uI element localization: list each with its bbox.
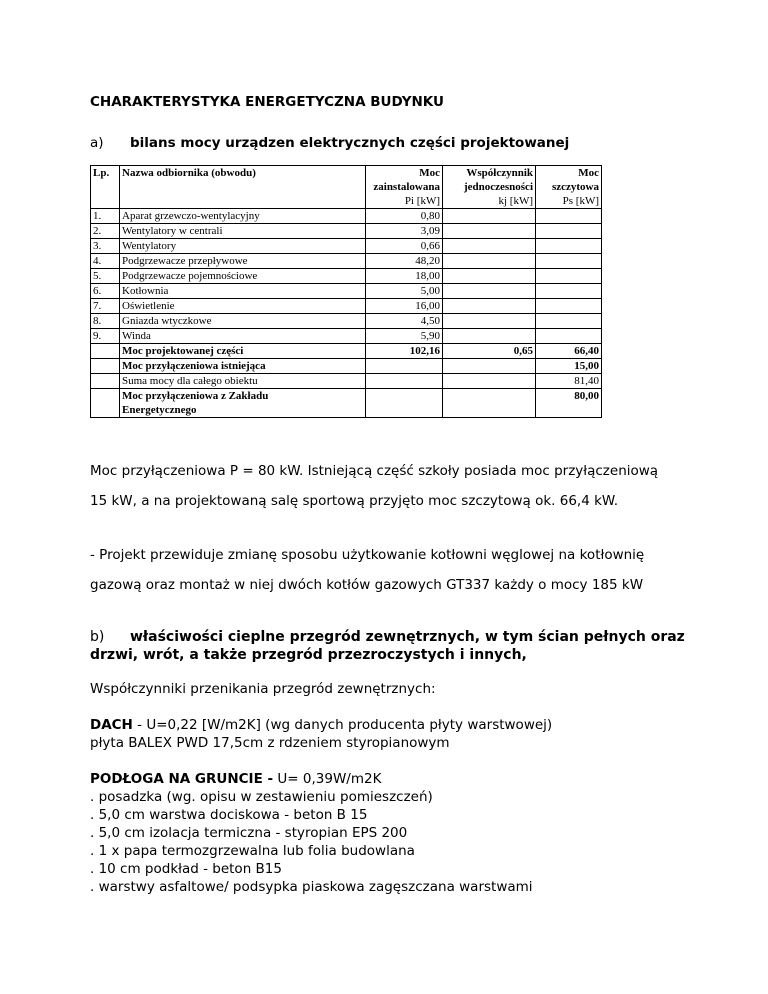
boiler-paragraph bbox=[90, 540, 690, 600]
cell-lp: 9. bbox=[91, 329, 120, 344]
section-b-line2: drzwi, wrót, a także przegród przezroczystych i innych, bbox=[90, 647, 527, 663]
cell-pi: 16,00 bbox=[366, 299, 443, 314]
summary-pi: 102,16 bbox=[366, 344, 443, 359]
floor-layer-item: . warstwy asfaltowe/ podsypka piaskowa zagęszczana warstwami bbox=[90, 879, 533, 895]
section-b-heading: właściwości cieplne przegród zewnętrznych, w tym ścian pełnych oraz bbox=[130, 629, 685, 645]
section-b-letter: b) bbox=[90, 629, 105, 645]
cell-ps bbox=[536, 284, 602, 299]
cell-kj bbox=[443, 224, 536, 239]
header-pi-line3: Pi [kW] bbox=[404, 195, 440, 207]
section-a-letter: a) bbox=[90, 135, 104, 151]
table-header-row bbox=[91, 166, 602, 209]
cell-kj bbox=[443, 314, 536, 329]
header-kj-line1: Współczynnik bbox=[466, 167, 533, 179]
summary-kj: 0,65 bbox=[443, 344, 536, 359]
cell-lp: 8. bbox=[91, 314, 120, 329]
utility-label-line1: Moc przyłączeniowa z Zakładu bbox=[122, 390, 269, 402]
cell-lp: 3. bbox=[91, 239, 120, 254]
cell-pi: 0,66 bbox=[366, 239, 443, 254]
cell-ps bbox=[536, 239, 602, 254]
header-ps-line1: Moc bbox=[578, 167, 599, 179]
paragraph-line: 15 kW, a na projektowaną salę sportową przyjęto moc szczytową ok. 66,4 kW. bbox=[90, 493, 618, 509]
cell-lp: 2. bbox=[91, 224, 120, 239]
summary-row-projected bbox=[91, 344, 602, 359]
summary-ps: 66,40 bbox=[536, 344, 602, 359]
summary-label: Suma mocy dla całego obiektu bbox=[120, 374, 366, 389]
table-cell bbox=[91, 344, 120, 359]
table-row bbox=[91, 254, 602, 269]
cell-name: Wentylatory bbox=[120, 239, 366, 254]
summary-ps: 81,40 bbox=[536, 374, 602, 389]
cell-ps bbox=[536, 224, 602, 239]
utility-label-line2: Energetycznego bbox=[122, 404, 197, 416]
floor-block bbox=[90, 770, 710, 896]
header-pi-line1: Moc bbox=[419, 167, 440, 179]
cell-pi: 18,00 bbox=[366, 269, 443, 284]
cell-name: Podgrzewacze przepływowe bbox=[120, 254, 366, 269]
cell-kj bbox=[443, 254, 536, 269]
table-row bbox=[91, 239, 602, 254]
cell-name: Winda bbox=[120, 329, 366, 344]
cell-ps bbox=[536, 329, 602, 344]
cell-ps bbox=[536, 314, 602, 329]
table-body bbox=[91, 209, 602, 344]
cell-lp: 1. bbox=[91, 209, 120, 224]
floor-layers-list bbox=[90, 788, 710, 896]
cell-pi: 0,80 bbox=[366, 209, 443, 224]
floor-layer-item: . 1 x papa termozgrzewalna lub folia budowlana bbox=[90, 843, 415, 859]
document-heading: CHARAKTERYSTYKA ENERGETYCZNA BUDYNKU bbox=[90, 94, 444, 110]
cell-name: Aparat grzewczo-wentylacyjny bbox=[120, 209, 366, 224]
section-a-title bbox=[90, 135, 569, 151]
table-cell bbox=[366, 359, 443, 374]
summary-row-utility bbox=[91, 389, 602, 418]
summary-row-total bbox=[91, 374, 602, 389]
roof-line2: płyta BALEX PWD 17,5cm z rdzeniem styropianowym bbox=[90, 735, 450, 751]
cell-ps bbox=[536, 299, 602, 314]
cell-pi: 48,20 bbox=[366, 254, 443, 269]
table-row bbox=[91, 209, 602, 224]
cell-kj bbox=[443, 269, 536, 284]
floor-value: U= 0,39W/m2K bbox=[273, 771, 382, 787]
roof-line bbox=[90, 716, 710, 734]
cell-lp: 5. bbox=[91, 269, 120, 284]
header-ps-line3: Ps [kW] bbox=[562, 195, 599, 207]
paragraph-line: gazową oraz montaż w niej dwóch kotłów gazowych GT337 każdy o mocy 185 kW bbox=[90, 577, 644, 593]
table-row bbox=[91, 299, 602, 314]
floor-line bbox=[90, 770, 710, 788]
cell-name: Kotłownia bbox=[120, 284, 366, 299]
section-b-title bbox=[90, 628, 690, 664]
header-pi bbox=[366, 166, 443, 209]
table-cell bbox=[443, 374, 536, 389]
header-ps bbox=[536, 166, 602, 209]
table-cell bbox=[366, 389, 443, 418]
connection-power-paragraph bbox=[90, 456, 690, 516]
cell-ps bbox=[536, 254, 602, 269]
floor-layer-item: . 10 cm podkład - beton B15 bbox=[90, 861, 282, 877]
paragraph-line: Moc przyłączeniowa P = 80 kW. Istniejącą część szkoły posiada moc przyłączeniową bbox=[90, 463, 659, 479]
table-cell bbox=[91, 389, 120, 418]
section-b-line1 bbox=[90, 628, 690, 646]
table-row bbox=[91, 224, 602, 239]
header-name: Nazwa odbiornika (obwodu) bbox=[120, 166, 366, 209]
cell-name: Wentylatory w centrali bbox=[120, 224, 366, 239]
table-row bbox=[91, 269, 602, 284]
cell-kj bbox=[443, 284, 536, 299]
floor-layer-item: . 5,0 cm izolacja termiczna - styropian EPS 200 bbox=[90, 825, 408, 841]
cell-pi: 5,90 bbox=[366, 329, 443, 344]
section-a-heading: bilans mocy urządzen elektrycznych części projektowanej bbox=[130, 135, 570, 151]
table-cell bbox=[91, 374, 120, 389]
cell-pi: 4,50 bbox=[366, 314, 443, 329]
header-kj-line2: jednoczesności bbox=[463, 181, 533, 193]
table-cell bbox=[443, 359, 536, 374]
roof-block bbox=[90, 716, 710, 752]
roof-label: DACH bbox=[90, 717, 133, 733]
table-row bbox=[91, 329, 602, 344]
cell-lp: 4. bbox=[91, 254, 120, 269]
cell-pi: 3,09 bbox=[366, 224, 443, 239]
floor-label: PODŁOGA NA GRUNCIE - bbox=[90, 771, 274, 787]
coefficients-intro: Współczynniki przenikania przegród zewnętrznych: bbox=[90, 681, 436, 697]
summary-row-existing bbox=[91, 359, 602, 374]
cell-kj bbox=[443, 209, 536, 224]
summary-label: Moc projektowanej części bbox=[120, 344, 366, 359]
table-row bbox=[91, 284, 602, 299]
table-cell bbox=[443, 389, 536, 418]
header-pi-line2: zainstalowana bbox=[373, 181, 440, 193]
cell-name: Oświetlenie bbox=[120, 299, 366, 314]
cell-lp: 6. bbox=[91, 284, 120, 299]
cell-ps bbox=[536, 269, 602, 284]
cell-lp: 7. bbox=[91, 299, 120, 314]
floor-layer-item: . 5,0 cm warstwa dociskowa - beton B 15 bbox=[90, 807, 368, 823]
cell-ps bbox=[536, 209, 602, 224]
table-cell bbox=[366, 374, 443, 389]
table-row bbox=[91, 314, 602, 329]
cell-kj bbox=[443, 299, 536, 314]
cell-pi: 5,00 bbox=[366, 284, 443, 299]
summary-ps: 80,00 bbox=[536, 389, 602, 418]
table-cell bbox=[91, 359, 120, 374]
summary-ps: 15,00 bbox=[536, 359, 602, 374]
paragraph-line: - Projekt przewiduje zmianę sposobu użytkowanie kotłowni węglowej na kotłownię bbox=[90, 547, 645, 563]
header-lp: Lp. bbox=[91, 166, 120, 209]
roof-value: - U=0,22 [W/m2K] (wg danych producenta płyty warstwowej) bbox=[132, 717, 553, 733]
cell-name: Gniazda wtyczkowe bbox=[120, 314, 366, 329]
power-balance-table bbox=[90, 165, 602, 418]
floor-layer-item: . posadzka (wg. opisu w zestawieniu pomieszczeń) bbox=[90, 789, 433, 805]
cell-name: Podgrzewacze pojemnościowe bbox=[120, 269, 366, 284]
header-kj bbox=[443, 166, 536, 209]
summary-label: Moc przyłączeniowa istniejąca bbox=[120, 359, 366, 374]
cell-kj bbox=[443, 239, 536, 254]
header-kj-line3: kj [kW] bbox=[498, 195, 533, 207]
summary-label bbox=[120, 389, 366, 418]
cell-kj bbox=[443, 329, 536, 344]
header-ps-line2: szczytowa bbox=[551, 181, 599, 193]
